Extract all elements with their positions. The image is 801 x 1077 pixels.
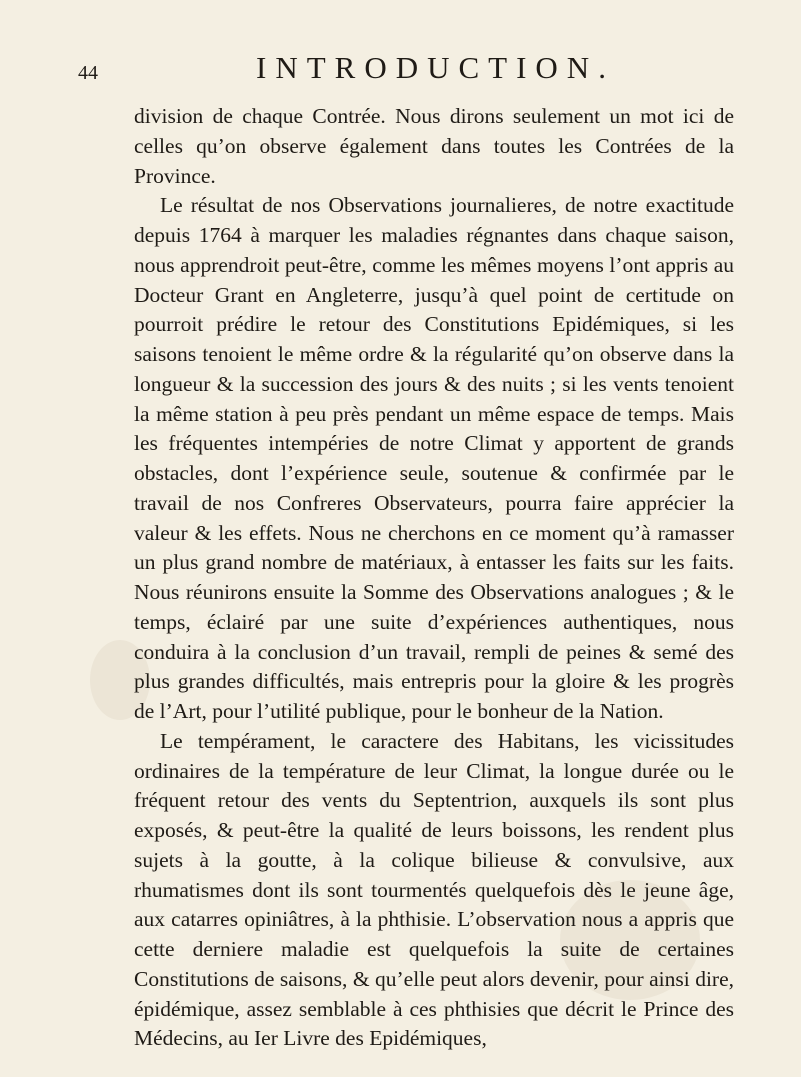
- paragraph-continued: division de chaque Contrée. Nous dirons seulement un mot ici de celles qu’on observe également dans toutes les Contrées de la Province.: [134, 104, 734, 188]
- body-text: [134, 102, 734, 1054]
- paragraph: Le tempérament, le caractere des Habitans, les vicissitudes ordinaires de la température de leur Climat, la longue durée ou le fréquent retour des vents du Septentrion, auxquels ils sont plus exposés, & peut-être la qualité de leurs boissons, les rendent plus sujets à la goutte, à la colique bilieuse & convulsive, aux rhumatismes dont ils sont tourmentés quelquefois dès le jeune âge, aux catarres opiniâtres, à la phthisie. L’observation nous a appris que cette derniere maladie est quelquefois la suite de certaines Constitutions de saisons, & qu’elle peut alors devenir, pour ainsi dire, épidémique, assez semblable à ces phthisies que décrit le Prince des Médecins, au Ier Livre des Epidémiques,: [134, 728, 734, 1051]
- paragraph: Le résultat de nos Observations journalieres, de notre exactitude depuis 1764 à marquer les maladies régnantes dans chaque saison, nous apprendroit peut-être, comme les mêmes moyens l’ont appris au Docteur Grant en Angleterre, jusqu’à quel point de certitude on pourroit prédire le retour des Constitutions Epidémiques, si les saisons tenoient le même ordre & la régularité qu’on observe dans la longueur & la succession des jours & des nuits ; si les vents tenoient la même station à peu près pendant un même espace de temps. Mais les fréquentes intempéries de notre Climat y apportent de grands obstacles, dont l’expérience seule, soutenue & confirmée par le travail de nos Confreres Observateurs, pourra faire apprécier la valeur & les effets. Nous ne cherchons en ce moment qu’à ramasser un plus grand nombre de matériaux, à entasser les faits sur les faits. Nous réunirons ensuite la Somme des Observations analogues ; & le temps, éclairé par une suite d’expériences authentiques, nous conduira à la conclusion d’un travail, rempli de peines & semé des plus grandes difficultés, mais entrepris pour la gloire & les progrès de l’Art, pour l’utilité publique, pour le bonheur de la Nation.: [134, 193, 734, 723]
- page-number: 44: [78, 62, 98, 84]
- running-head: INTRODUCTION.: [256, 50, 615, 85]
- page-header: [78, 50, 738, 90]
